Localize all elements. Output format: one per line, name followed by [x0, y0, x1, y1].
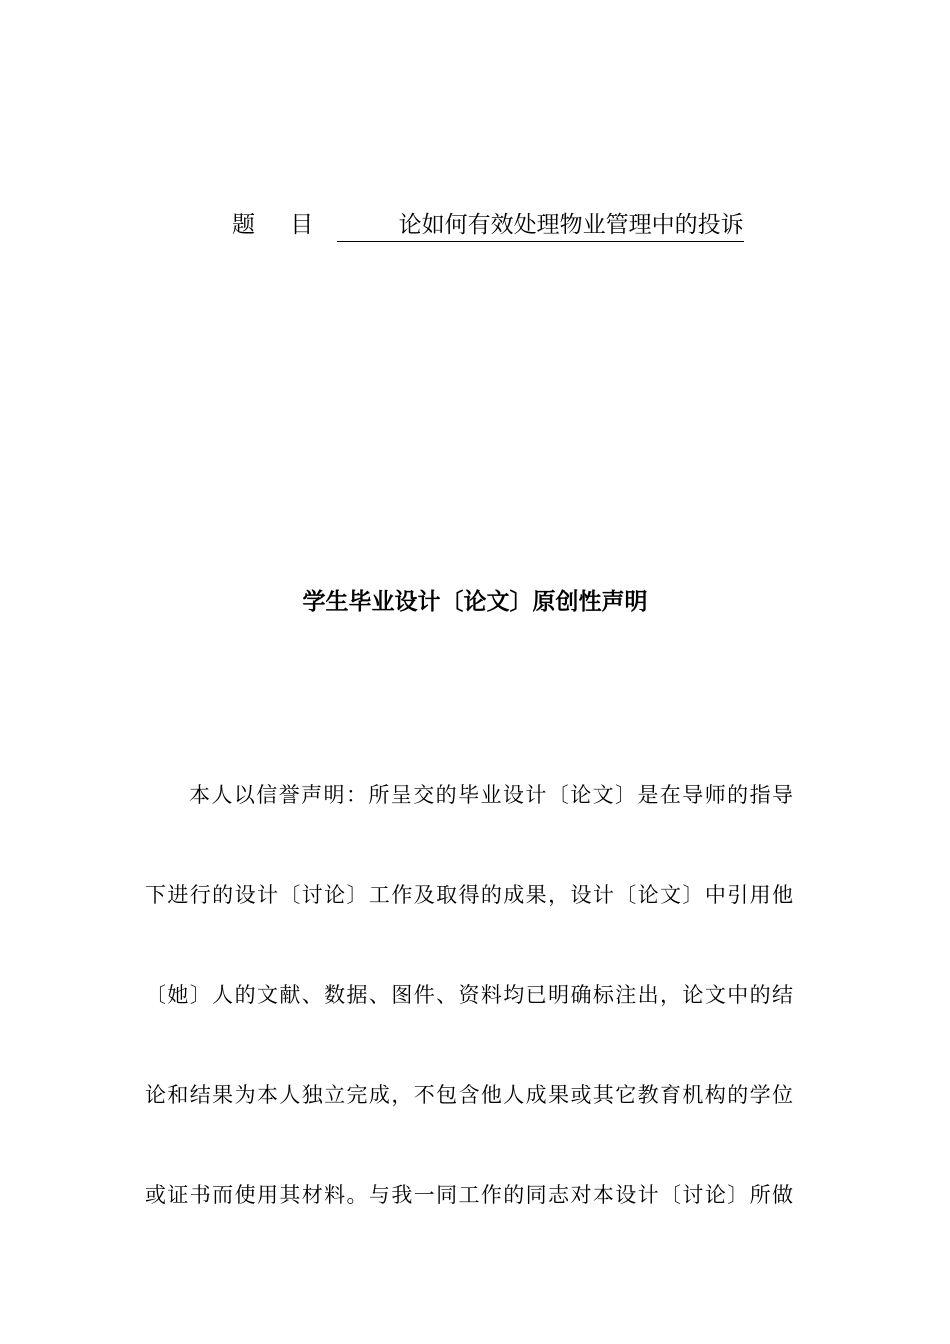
thesis-title-row: [232, 208, 744, 242]
declaration-heading: 学生毕业设计〔论文〕原创性声明: [302, 589, 648, 615]
declaration-line: 论和结果为本人独立完成，不包含他人成果或其它教育机构的学位: [145, 1083, 793, 1107]
thesis-title: 论如何有效处理物业管理中的投诉: [337, 209, 744, 242]
declaration-body: [145, 745, 793, 1245]
declaration-line: 〔她〕人的文献、数据、图件、资料均已明确标注出，论文中的结: [145, 983, 793, 1007]
declaration-line: 下进行的设计〔讨论〕工作及取得的成果，设计〔论文〕中引用他: [145, 883, 793, 907]
title-label: 题 目: [232, 212, 328, 238]
declaration-line: 本人以信誉声明：所呈交的毕业设计〔论文〕是在导师的指导: [189, 783, 793, 807]
declaration-line: 或证书而使用其材料。与我一同工作的同志对本设计〔讨论〕所做: [145, 1183, 793, 1207]
